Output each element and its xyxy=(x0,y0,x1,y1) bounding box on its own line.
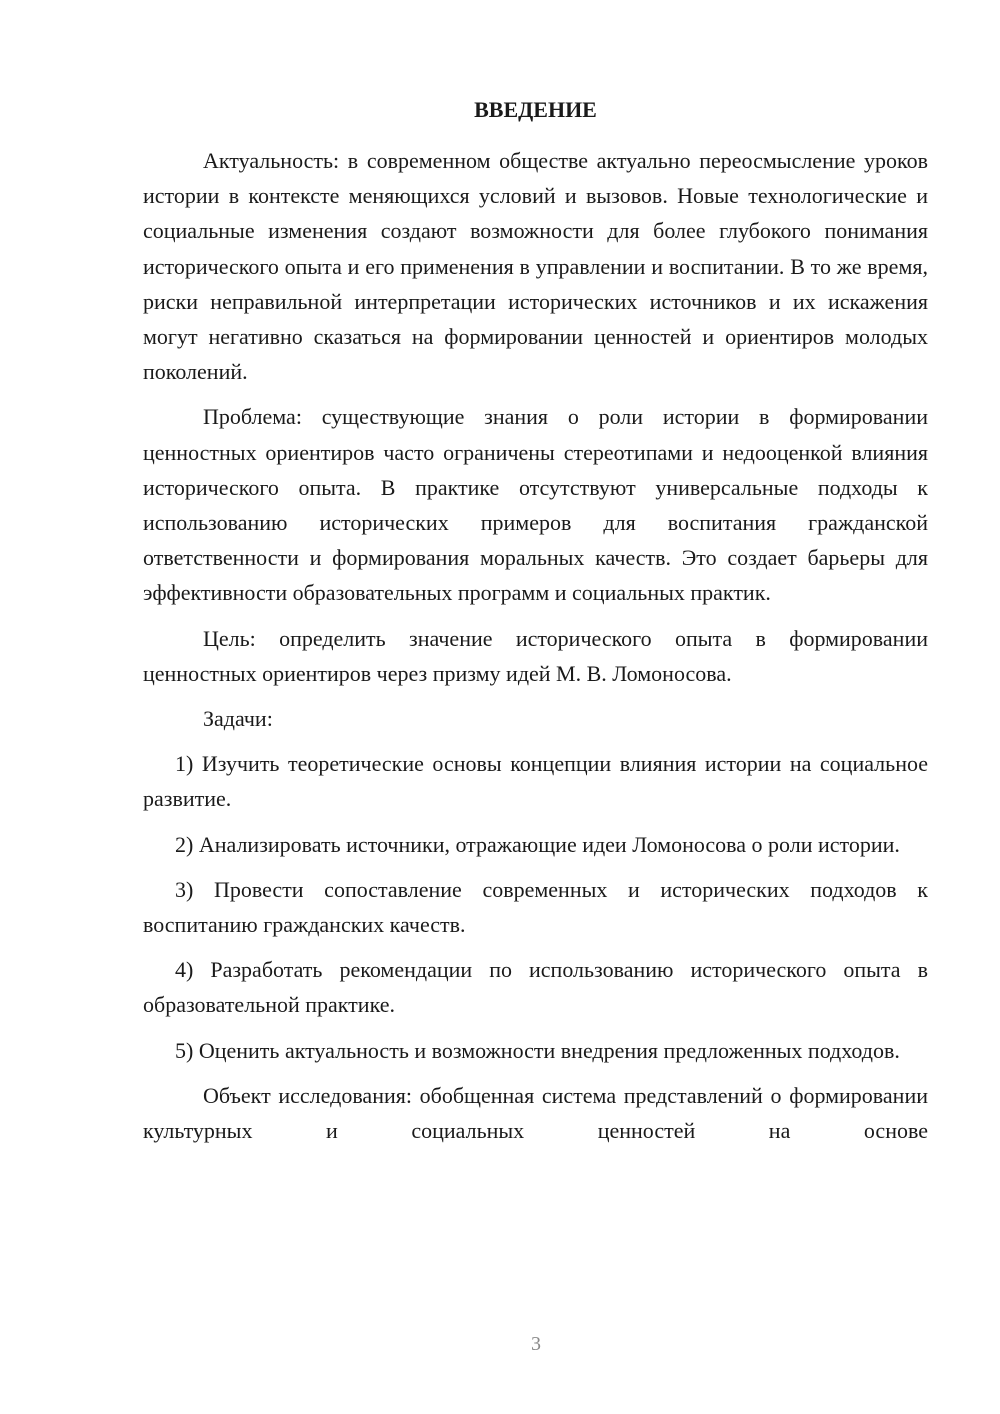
task-item-4: 4) Разработать рекомендации по использованию исторического опыта в образовательной практике. xyxy=(143,957,928,1018)
task-item-5: 5) Оценить актуальность и возможности внедрения предложенных подходов. xyxy=(175,1037,900,1063)
paragraph-goal: Цель: определить значение исторического опыта в формировании ценностных ориентиров через призму идей М. В. Ломоносова. xyxy=(143,625,928,686)
paragraph-object: Объект исследования: обобщенная система представлений о формировании культурных и социальных ценностей на основе xyxy=(143,1082,928,1144)
section-title: ВВЕДЕНИЕ xyxy=(474,97,597,122)
task-item-2: 2) Анализировать источники, отражающие идеи Ломоносова о роли истории. xyxy=(175,831,900,857)
page-number: 3 xyxy=(531,1333,541,1355)
task-item-3: 3) Провести сопоставление современных и исторических подходов к воспитанию гражданских качеств. xyxy=(143,876,928,938)
task-item-1: 1) Изучить теоретические основы концепции влияния истории на социальное развитие. xyxy=(143,751,928,812)
paragraph-tasks-heading: Задачи: xyxy=(203,706,273,732)
paragraph-problem: Проблема: существующие знания о роли истории в формировании ценностных ориентиров часто ограничены стереотипами и недооценкой влияния исторического опыта. В практике отсутствуют универсальные подходы к использованию исторических примеров для воспитания гражданской ответственности и формирования моральных качеств. Это создает барьеры для эффективности образовательных программ и социальных практик. xyxy=(143,404,928,606)
paragraph-relevance: Актуальность: в современном обществе актуально переосмысление уроков истории в контексте меняющихся условий и вызовов. Новые технологические и социальные изменения создают возможности для более глубокого понимания исторического опыта и его применения в управлении и воспитании. В то же время, риски неправильной интерпретации исторических источников и их искажения могут негативно сказаться на формировании ценностей и ориентиров молодых поколений. xyxy=(143,148,928,385)
document-page xyxy=(143,92,928,1148)
